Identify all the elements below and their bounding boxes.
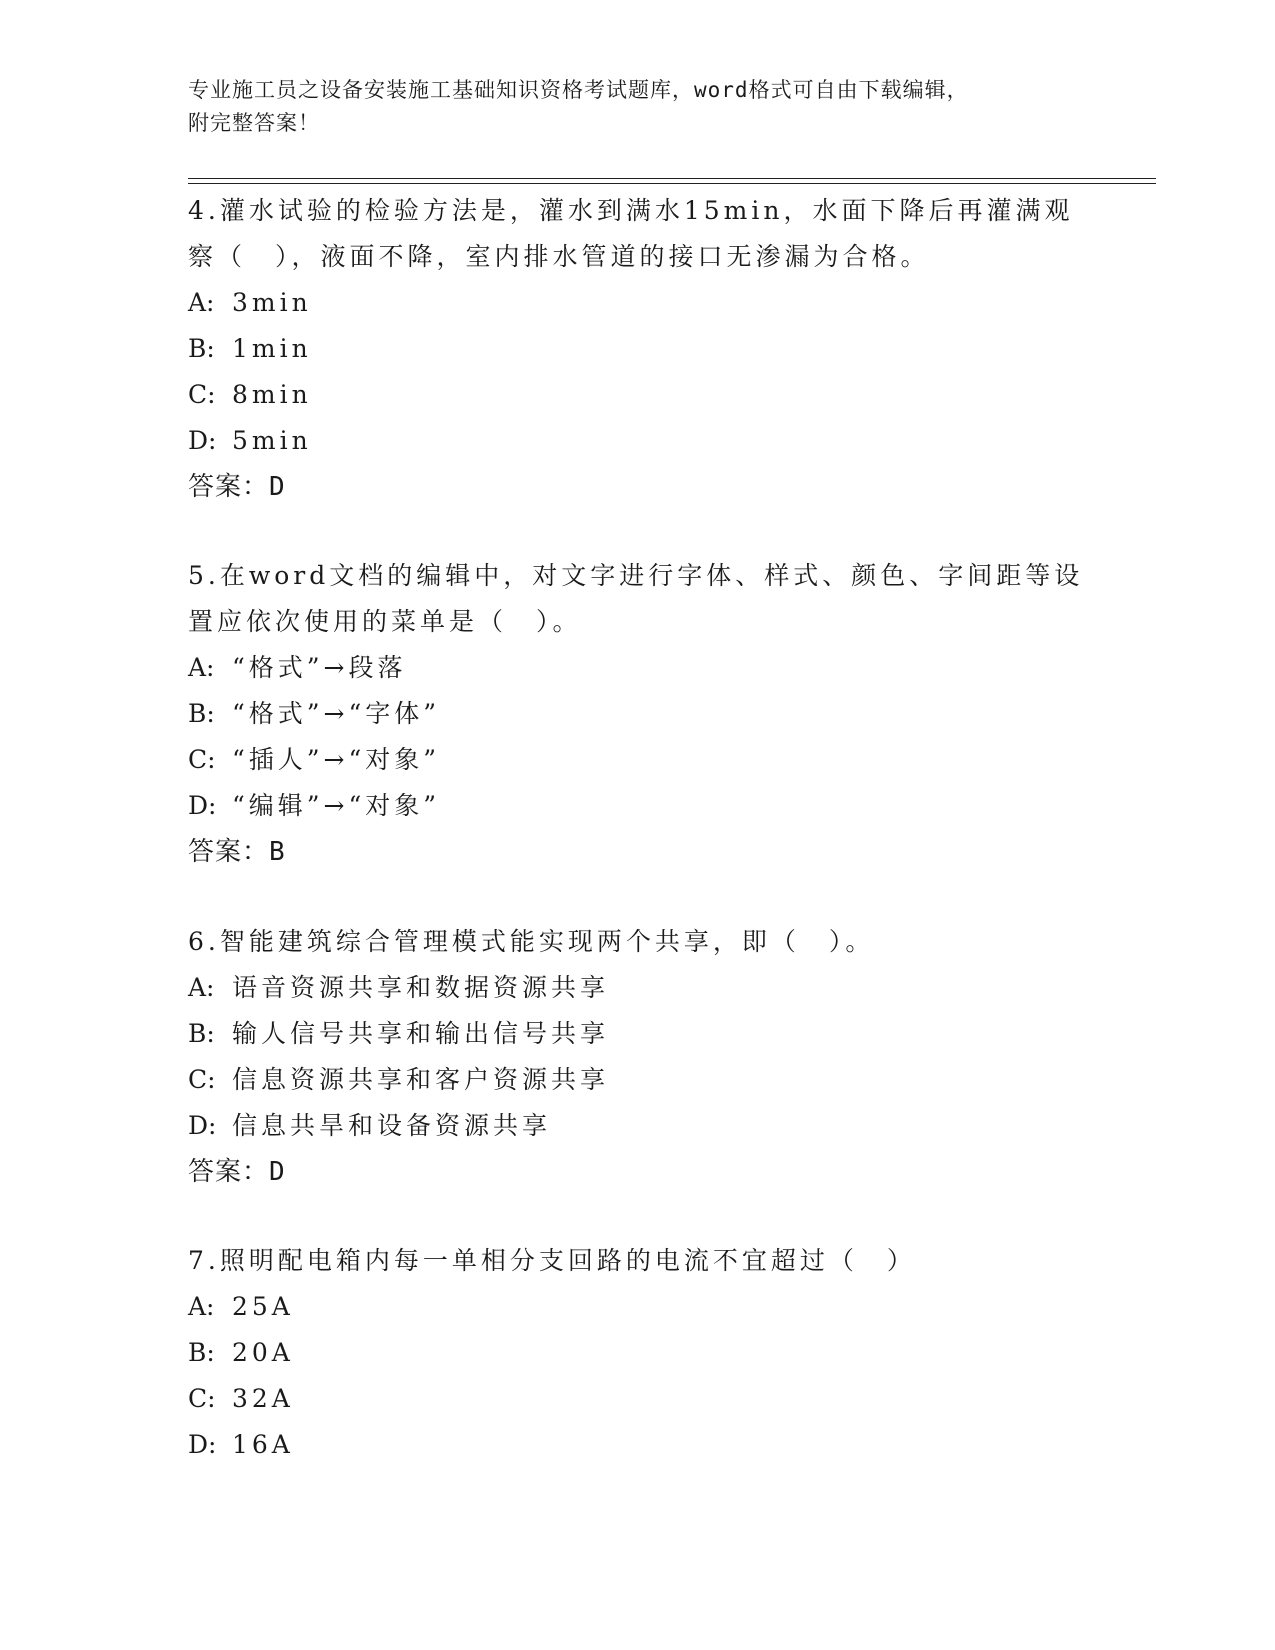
option-key: A: bbox=[188, 288, 215, 317]
option-key: A: bbox=[188, 1292, 215, 1321]
option-c bbox=[188, 1057, 1088, 1103]
question-stem: 6.智能建筑综合管理模式能实现两个共享，即（ ）。 bbox=[188, 927, 875, 956]
option-b bbox=[188, 1330, 1088, 1376]
option-key: A: bbox=[188, 973, 215, 1002]
option-text: 输人信号共享和输出信号共享 bbox=[232, 1019, 610, 1048]
option-text: “插人”→“对象” bbox=[232, 745, 441, 774]
option-text: “格式”→段落 bbox=[232, 653, 407, 682]
option-a bbox=[188, 1284, 1088, 1330]
option-key: D: bbox=[188, 426, 217, 455]
option-b bbox=[188, 326, 1088, 372]
option-text: 16A bbox=[232, 1430, 294, 1459]
option-text: 信息共旱和设备资源共享 bbox=[232, 1111, 552, 1140]
answer-line: 答案：D bbox=[188, 472, 286, 502]
option-d bbox=[188, 783, 1088, 829]
option-key: C: bbox=[188, 380, 216, 409]
option-key: D: bbox=[188, 1430, 217, 1459]
option-key: C: bbox=[188, 745, 216, 774]
option-d bbox=[188, 418, 1088, 464]
answer-line: 答案：B bbox=[188, 837, 286, 867]
header-title-line: 专业施工员之设备安装施工基础知识资格考试题库，word格式可自由下载编辑， bbox=[188, 78, 969, 102]
option-text: 8min bbox=[232, 380, 312, 409]
option-key: C: bbox=[188, 1065, 216, 1094]
option-text: “格式”→“字体” bbox=[232, 699, 441, 728]
question-4 bbox=[188, 188, 1088, 510]
option-key: C: bbox=[188, 1384, 216, 1413]
question-7 bbox=[188, 1238, 1088, 1468]
option-a bbox=[188, 965, 1088, 1011]
document-header bbox=[188, 74, 1088, 140]
option-d bbox=[188, 1422, 1088, 1468]
option-key: D: bbox=[188, 791, 217, 820]
option-text: 语音资源共享和数据资源共享 bbox=[232, 973, 610, 1002]
option-text: 信息资源共享和客户资源共享 bbox=[232, 1065, 610, 1094]
header-subtitle-line: 附完整答案！ bbox=[188, 111, 320, 135]
answer-line: 答案：D bbox=[188, 1157, 286, 1187]
header-divider-top bbox=[188, 178, 1156, 179]
option-text: 5min bbox=[232, 426, 312, 455]
question-5 bbox=[188, 553, 1088, 875]
option-c bbox=[188, 1376, 1088, 1422]
option-a bbox=[188, 280, 1088, 326]
question-stem: 4.灌水试验的检验方法是，灌水到满水15min，水面下降后再灌满观察（ ），液面不降，室内排水管道的接口无渗漏为合格。 bbox=[188, 196, 1074, 271]
option-b bbox=[188, 1011, 1088, 1057]
option-text: 20A bbox=[232, 1338, 294, 1367]
option-text: 32A bbox=[232, 1384, 294, 1413]
option-key: B: bbox=[188, 1019, 215, 1048]
option-c bbox=[188, 372, 1088, 418]
option-text: 25A bbox=[232, 1292, 294, 1321]
option-key: B: bbox=[188, 1338, 215, 1367]
question-stem: 7.照明配电箱内每一单相分支回路的电流不宜超过（ ） bbox=[188, 1246, 916, 1275]
option-text: “编辑”→“对象” bbox=[232, 791, 441, 820]
option-c bbox=[188, 737, 1088, 783]
question-stem: 5.在word文档的编辑中，对文字进行字体、样式、颜色、字间距等设置应依次使用的菜单是（ ）。 bbox=[188, 561, 1084, 636]
option-key: B: bbox=[188, 334, 215, 363]
question-6 bbox=[188, 919, 1088, 1195]
option-key: A: bbox=[188, 653, 215, 682]
option-b bbox=[188, 691, 1088, 737]
option-a bbox=[188, 645, 1088, 691]
option-text: 1min bbox=[232, 334, 312, 363]
option-d bbox=[188, 1103, 1088, 1149]
option-text: 3min bbox=[232, 288, 312, 317]
header-divider-bottom bbox=[188, 183, 1156, 184]
option-key: B: bbox=[188, 699, 215, 728]
option-key: D: bbox=[188, 1111, 217, 1140]
